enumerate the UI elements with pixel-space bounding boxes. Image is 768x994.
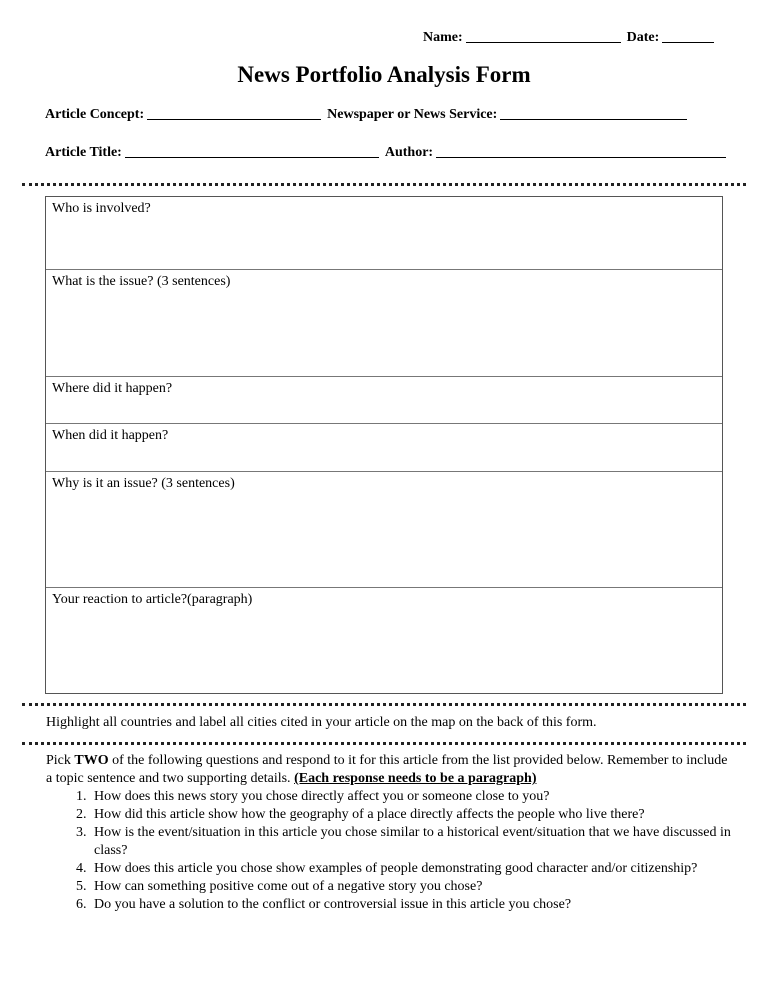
author-label: Author: <box>384 145 434 160</box>
name-date-row <box>423 30 714 46</box>
question-item: 6. Do you have a solution to the conflict or controversial issue in this article you chose? <box>90 896 736 914</box>
issue-label: What is the issue? (3 sentences) <box>52 274 231 289</box>
analysis-table <box>45 196 723 694</box>
instr-text: of the following questions and respond to it for this article from the list provided below. Remember to include a topic sentence and two supporting details. <box>46 753 728 786</box>
why-label: Why is it an issue? (3 sentences) <box>52 476 235 491</box>
question-item: 2. How did this article show how the geography of a place directly affects the people who live there? <box>90 806 736 824</box>
issue-cell[interactable] <box>46 269 722 376</box>
reaction-cell[interactable] <box>46 587 722 693</box>
article-concept-label: Article Concept: <box>45 107 145 122</box>
instr-two: TWO <box>74 753 109 768</box>
article-title-blank[interactable] <box>125 156 379 158</box>
when-cell[interactable] <box>46 423 722 471</box>
dotted-divider <box>22 742 746 745</box>
newspaper-label: Newspaper or News Service: <box>327 107 498 122</box>
dotted-divider <box>22 703 746 706</box>
concept-row <box>45 107 687 123</box>
reaction-label: Your reaction to article?(paragraph) <box>52 592 253 607</box>
instr-emphasis: (Each response needs to be a paragraph) <box>294 771 537 786</box>
date-blank[interactable] <box>662 41 714 43</box>
article-title-label: Article Title: <box>45 145 122 160</box>
who-cell[interactable] <box>46 197 722 269</box>
who-label: Who is involved? <box>52 201 151 216</box>
why-cell[interactable] <box>46 471 722 587</box>
question-list <box>46 788 736 914</box>
question-item: 1. How does this news story you chose directly affect you or someone close to you? <box>90 788 736 806</box>
name-label: Name: <box>423 30 463 45</box>
article-concept-blank[interactable] <box>147 118 321 120</box>
map-instruction: Highlight all countries and label all cities cited in your article on the map on the back of this form. <box>46 715 597 730</box>
date-label: Date: <box>626 30 660 45</box>
title-row <box>45 145 726 161</box>
question-item: 4. How does this article you chose show examples of people demonstrating good character and/or citizenship? <box>90 860 736 878</box>
name-blank[interactable] <box>466 41 621 43</box>
author-blank[interactable] <box>436 156 726 158</box>
where-label: Where did it happen? <box>52 381 173 396</box>
instr-text: Pick <box>46 753 75 768</box>
question-item: 5. How can something positive come out of a negative story you chose? <box>90 878 736 896</box>
question-item: 3. How is the event/situation in this article you chose similar to a historical event/situation that we have discussed in class? <box>90 824 736 860</box>
where-cell[interactable] <box>46 376 722 423</box>
instructions <box>46 752 736 914</box>
dotted-divider <box>22 183 746 186</box>
when-label: When did it happen? <box>52 428 169 443</box>
newspaper-blank[interactable] <box>500 118 687 120</box>
page-title: News Portfolio Analysis Form <box>237 62 531 87</box>
